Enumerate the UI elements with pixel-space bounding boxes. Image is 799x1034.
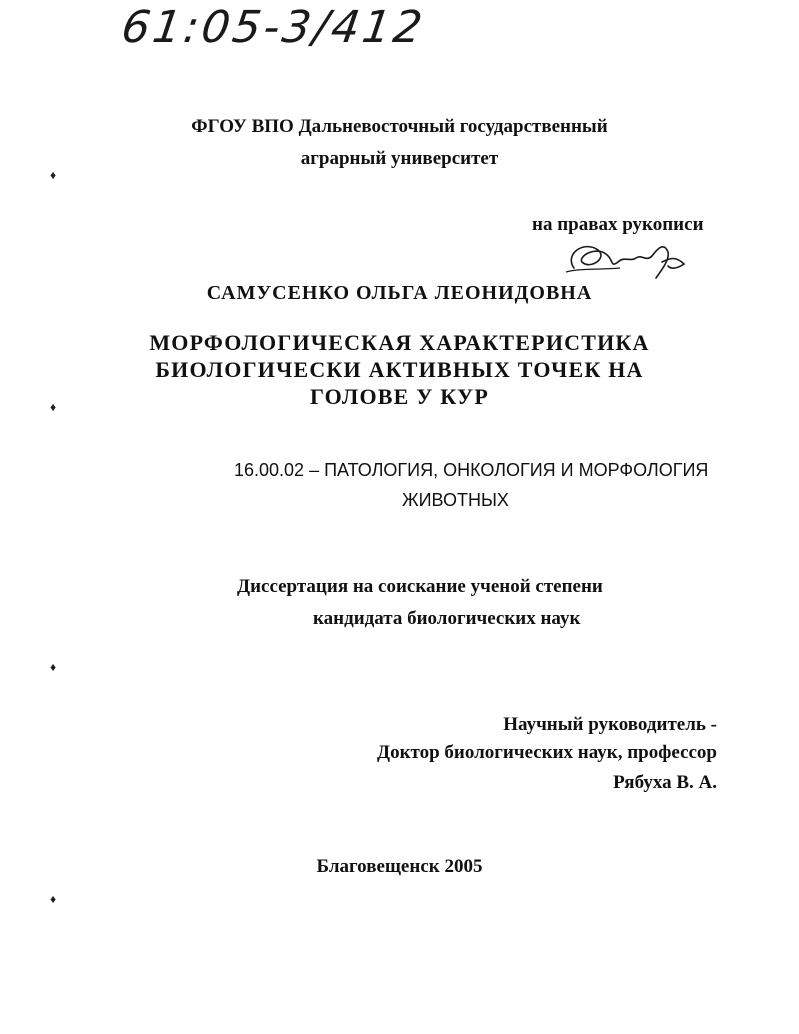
organization-line-2: аграрный университет — [300, 148, 499, 169]
archive-number: 61:05-3/412 — [118, 2, 429, 53]
city-year: Благовещенск 2005 — [316, 856, 483, 877]
title-line-2: БИОЛОГИЧЕСКИ АКТИВНЫХ ТОЧЕК НА — [155, 357, 644, 382]
specialty-line-1: 16.00.02 – ПАТОЛОГИЯ, ОНКОЛОГИЯ И МОРФОЛОГИЯ — [234, 460, 709, 480]
binding-mark: ♦ — [50, 400, 57, 414]
thesis-line-2: кандидата биологических наук — [313, 608, 581, 629]
binding-mark: ♦ — [50, 660, 57, 674]
binding-mark: ♦ — [50, 168, 57, 182]
signature-image — [560, 232, 700, 284]
thesis-line-1: Диссертация на соискание ученой степени — [237, 576, 603, 597]
supervisor-role: Научный руководитель - — [503, 714, 717, 735]
supervisor-degree: Доктор биологических наук, профессор — [377, 742, 717, 763]
supervisor-name: Рябуха В. А. — [613, 772, 717, 793]
specialty-line-2: ЖИВОТНЫХ — [402, 490, 509, 510]
author-name: САМУСЕНКО ОЛЬГА ЛЕОНИДОВНА — [206, 282, 593, 304]
organization-line-1: ФГОУ ВПО Дальневосточный государственный — [191, 116, 608, 137]
title-line-3: ГОЛОВЕ У КУР — [310, 384, 489, 409]
manuscript-note: на правах рукописи — [532, 214, 704, 235]
binding-mark: ♦ — [50, 892, 57, 906]
title-line-1: МОРФОЛОГИЧЕСКАЯ ХАРАКТЕРИСТИКА — [149, 330, 650, 355]
